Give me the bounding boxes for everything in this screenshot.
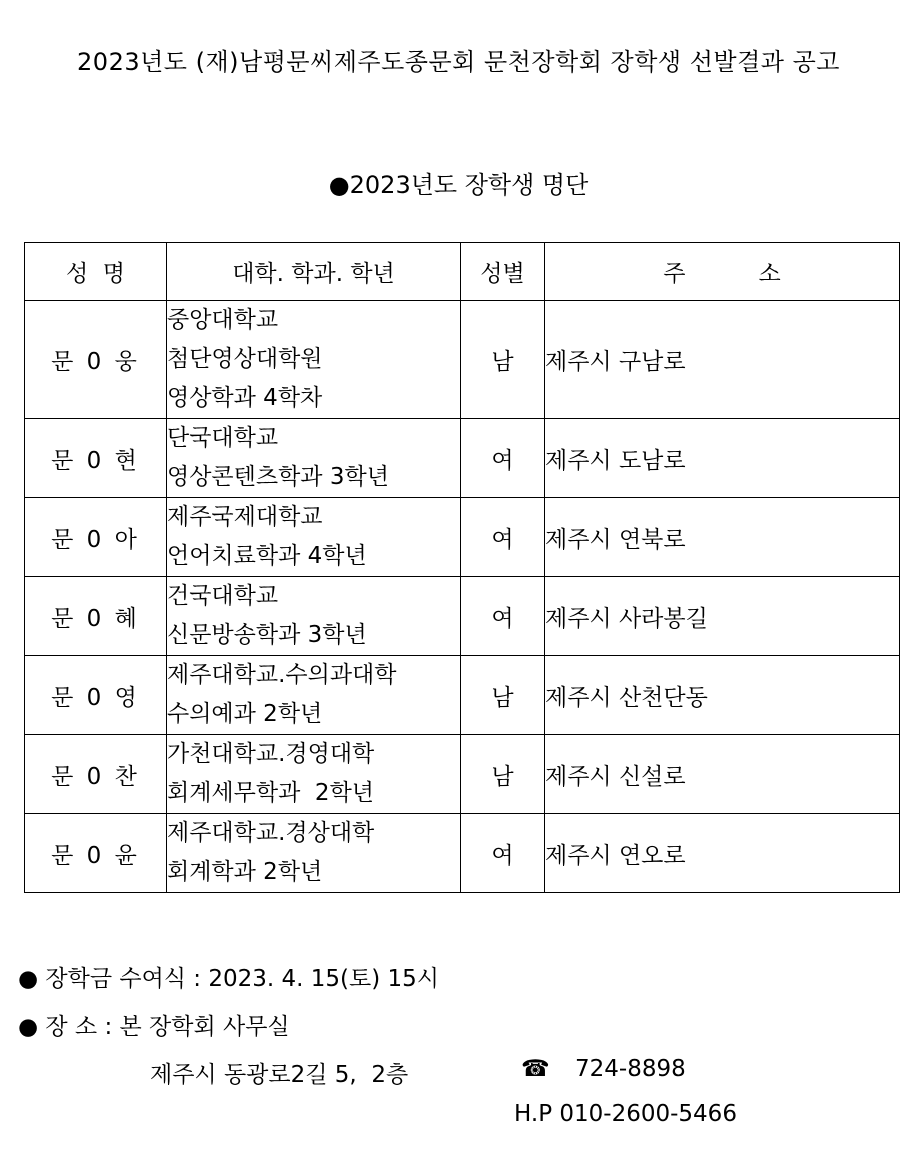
table-row [25, 656, 900, 735]
school-line: 가천대학교.경영대학 [167, 741, 375, 767]
school-line: 회계세무학과 2학년 [167, 780, 374, 806]
table-row [25, 814, 900, 893]
school-line: 첨단영상대학원 [167, 346, 323, 372]
address: 제주시 사라봉길 [545, 577, 900, 656]
student-name: 문 0 아 [25, 498, 167, 577]
gender: 남 [461, 656, 545, 735]
mobile-number: H.P 010-2600-5466 [514, 1101, 737, 1127]
school-info [167, 735, 461, 814]
phone-number: 724-8898 [575, 1056, 686, 1082]
page-title: 2023년도 (재)남평문씨제주도종문회 문천장학회 장학생 선발결과 공고 [77, 48, 840, 76]
address: 제주시 구남로 [545, 301, 900, 419]
school-line: 건국대학교 [167, 583, 279, 609]
address: 제주시 신설로 [545, 735, 900, 814]
office-address: 제주시 동광로2길 5, 2층 [150, 1062, 409, 1088]
gender: 여 [461, 498, 545, 577]
table-row [25, 577, 900, 656]
school-line: 영상콘텐츠학과 3학년 [167, 464, 389, 490]
roster-heading: ●2023년도 장학생 명단 [328, 171, 589, 199]
scholarship-roster-table [24, 242, 900, 893]
student-name: 문 0 웅 [25, 301, 167, 419]
gender: 남 [461, 301, 545, 419]
school-line: 제주대학교.수의과대학 [167, 662, 397, 688]
student-name: 문 0 윤 [25, 814, 167, 893]
gender: 여 [461, 577, 545, 656]
school-info [167, 498, 461, 577]
table-row [25, 498, 900, 577]
school-line: 언어치료학과 4학년 [167, 543, 367, 569]
place-notice: ● 장 소 : 본 장학회 사무실 [18, 1014, 290, 1040]
table-row [25, 419, 900, 498]
table-row [25, 735, 900, 814]
address: 제주시 도남로 [545, 419, 900, 498]
table-header-row [25, 243, 900, 301]
address: 제주시 연오로 [545, 814, 900, 893]
telephone-icon: ☎ [521, 1056, 550, 1082]
school-info [167, 419, 461, 498]
header-name: 성 명 [25, 243, 167, 301]
gender: 남 [461, 735, 545, 814]
student-name: 문 0 찬 [25, 735, 167, 814]
school-info [167, 301, 461, 419]
school-line: 단국대학교 [167, 425, 279, 451]
school-line: 수의예과 2학년 [167, 701, 323, 727]
school-line: 영상학과 4학차 [167, 385, 323, 411]
address: 제주시 산천단동 [545, 656, 900, 735]
header-gender: 성별 [461, 243, 545, 301]
school-info [167, 656, 461, 735]
gender: 여 [461, 814, 545, 893]
header-address: 주 소 [545, 243, 900, 301]
student-name: 문 0 현 [25, 419, 167, 498]
ceremony-notice: ● 장학금 수여식 : 2023. 4. 15(토) 15시 [18, 966, 440, 992]
address: 제주시 연북로 [545, 498, 900, 577]
school-info [167, 814, 461, 893]
school-info [167, 577, 461, 656]
school-line: 제주국제대학교 [167, 504, 323, 530]
table-row [25, 301, 900, 419]
student-name: 문 0 영 [25, 656, 167, 735]
school-line: 신문방송학과 3학년 [167, 622, 367, 648]
school-line: 중앙대학교 [167, 307, 279, 333]
student-name: 문 0 혜 [25, 577, 167, 656]
school-line: 회계학과 2학년 [167, 859, 323, 885]
header-school: 대학. 학과. 학년 [167, 243, 461, 301]
school-line: 제주대학교.경상대학 [167, 820, 375, 846]
gender: 여 [461, 419, 545, 498]
